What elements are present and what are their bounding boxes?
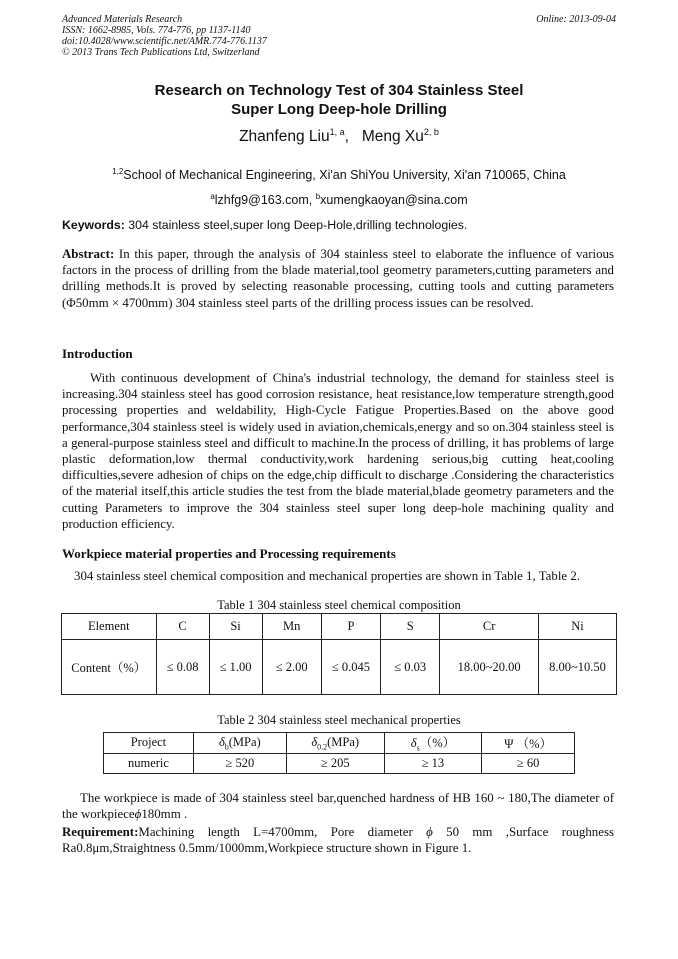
workpiece-heading: Workpiece material properties and Processing requirements bbox=[62, 546, 396, 561]
abstract-label: Abstract: bbox=[62, 247, 115, 261]
table-1-header-cell: C bbox=[156, 614, 209, 640]
table-1-cell: Content（%） bbox=[62, 640, 157, 695]
table-2-cell: ≥ 205 bbox=[286, 753, 384, 773]
abstract-text: In this paper, through the analysis of 304 stainless steel to elaborate the influence of various factors in the process of drilling from the blade material,tool geometry parameters,cutting parameters and drilling methods.It is proved by selecting reasonable processing, cutting tools and cutting parameters (Φ50mm × 4700mm) 304 stainless steel parts of the drilling process issues can be resolved. bbox=[62, 247, 614, 310]
table-1-header-cell: Ni bbox=[539, 614, 617, 640]
table-1-cell: ≤ 1.00 bbox=[209, 640, 262, 695]
workpiece-dimension: 180mm . bbox=[141, 807, 188, 822]
table-1-cell: ≤ 2.00 bbox=[262, 640, 321, 695]
keywords bbox=[62, 218, 616, 232]
doi-line: doi:10.4028/www.scientific.net/AMR.774-776.1137 bbox=[62, 36, 267, 47]
journal-name: Advanced Materials Research bbox=[62, 14, 183, 25]
table-2-header-row bbox=[104, 733, 575, 754]
table-1-header-cell: Cr bbox=[440, 614, 539, 640]
issn-line: ISSN: 1662-8985, Vols. 774-776, pp 1137-1140 bbox=[62, 25, 251, 36]
authors: Zhanfeng Liu$^{1, a}$, Meng Xu$^{2, b}$ bbox=[239, 127, 439, 146]
workpiece-text: The workpiece is made of 304 stainless steel bar,quenched hardness of HB 160 ~ 180,The diameter of the workpiece bbox=[62, 791, 614, 822]
introduction-text: With continuous development of China's industrial technology, the demand for stainless steel is increasing.304 stainless steel has good corrosion resistance, heat resistance,low temperature strength,good processing properties and weldability, High-Cycle Fatigue Properties.Based on the above good performance,304 stainless steel is widely used in aviation,chemicals,energy and so on.304 stainless steel is a general-purpose stainless steel and difficult to machine.In the process of drilling, it has problems of large plastic deformation,low thermal conductivity,work hardening serious,big cutting heat,cooling difficulties,severe adhesion of chips on the edge,chip difficult to discharge .Considering the characteristics of the material itself,this article studies the test from the blade material,blade geometry parameters and the cutting Parameters to improve the 304 stainless steel super long deep-hole machining quality and production efficiency. bbox=[62, 371, 614, 531]
table-1-header-cell: S bbox=[381, 614, 440, 640]
table-2-cell: ≥ 13 bbox=[384, 753, 482, 773]
requirement-text-1: Machining length L=4700mm, Pore diameter bbox=[138, 825, 427, 839]
table-1-row bbox=[62, 640, 617, 695]
table-1-caption: Table 1 304 stainless steel chemical composition bbox=[217, 598, 461, 612]
table-2-cell: ≥ 520 bbox=[193, 753, 286, 773]
table-2-header-cell: Ψ （%） bbox=[482, 733, 575, 754]
affiliation-sup: 1,2 bbox=[112, 167, 124, 176]
paper-title bbox=[62, 81, 616, 119]
affiliation bbox=[62, 161, 616, 211]
table-1-cell: ≤ 0.03 bbox=[381, 640, 440, 695]
journal-header bbox=[62, 14, 616, 58]
copyright-line: © 2013 Trans Tech Publications Ltd, Switzerland bbox=[62, 47, 260, 58]
table-1-cell: ≤ 0.08 bbox=[156, 640, 209, 695]
table-2-caption: Table 2 304 stainless steel mechanical properties bbox=[217, 713, 461, 727]
phi-symbol: ϕ bbox=[134, 807, 142, 822]
requirement-paragraph bbox=[62, 824, 614, 856]
introduction-heading: Introduction bbox=[62, 346, 133, 361]
title-line-1: Research on Technology Test of 304 Stainless Steel bbox=[154, 82, 524, 99]
table-1-header-cell: Element bbox=[62, 614, 157, 640]
table-2-header-cell: $\delta_{0.2}(MPa)$ bbox=[286, 733, 384, 754]
email-b: xumengkaoyan@sina.com bbox=[320, 193, 468, 208]
table-1-cell: 8.00~10.50 bbox=[539, 640, 617, 695]
email-a: lzhfg9@163.com, bbox=[214, 193, 316, 208]
table-1-cell: ≤ 0.045 bbox=[321, 640, 380, 695]
abstract bbox=[62, 246, 614, 311]
email-b-sup: b bbox=[315, 192, 321, 202]
author-1-name: Zhanfeng Liu bbox=[239, 128, 330, 146]
keywords-text: 304 stainless steel,super long Deep-Hole,drilling technologies. bbox=[124, 218, 468, 232]
online-date: Online: 2013-09-04 bbox=[536, 14, 616, 25]
author-2-name: Meng Xu bbox=[361, 128, 424, 146]
workpiece-intro-line: 304 stainless steel chemical composition and mechanical properties are shown in Table 1, Table 2. bbox=[74, 569, 581, 583]
requirement-label: Requirement: bbox=[62, 825, 139, 839]
table-2-cell: ≥ 60 bbox=[482, 753, 575, 773]
table-1-header-cell: Mn bbox=[262, 614, 321, 640]
email-a-sup: a bbox=[210, 192, 215, 202]
author-1-sup: 1, a bbox=[329, 127, 345, 137]
requirement-text-2: 50 mm ,Surface roughness Ra0.8μm,Straightness 0.5mm/1000mm,Workpiece structure shown in Figure 1. bbox=[62, 825, 614, 856]
table-2-row bbox=[104, 753, 575, 773]
title-line-2: Super Long Deep-hole Drilling bbox=[231, 101, 447, 118]
table-2-header-cell: Project bbox=[104, 733, 194, 754]
table-1-header-cell: P bbox=[321, 614, 380, 640]
affiliation-text: School of Mechanical Engineering, Xi'an ShiYou University, Xi'an 710065, China bbox=[123, 168, 566, 183]
table-2-cell: numeric bbox=[104, 753, 194, 773]
table-1-cell: 18.00~20.00 bbox=[440, 640, 539, 695]
author-2-sup: 2, b bbox=[423, 127, 439, 137]
table-2 bbox=[103, 732, 575, 774]
table-1 bbox=[61, 613, 617, 695]
table-2-header-cell: $\delta_b(MPa)$ bbox=[193, 733, 286, 754]
table-2-header-cell: $\delta_s(\%)$ bbox=[384, 733, 482, 754]
phi-symbol: ϕ bbox=[426, 825, 433, 839]
keywords-label: Keywords: bbox=[62, 218, 125, 232]
workpiece-paragraph bbox=[62, 790, 614, 822]
table-1-header-row bbox=[62, 614, 617, 640]
table-1-header-cell: Si bbox=[209, 614, 262, 640]
